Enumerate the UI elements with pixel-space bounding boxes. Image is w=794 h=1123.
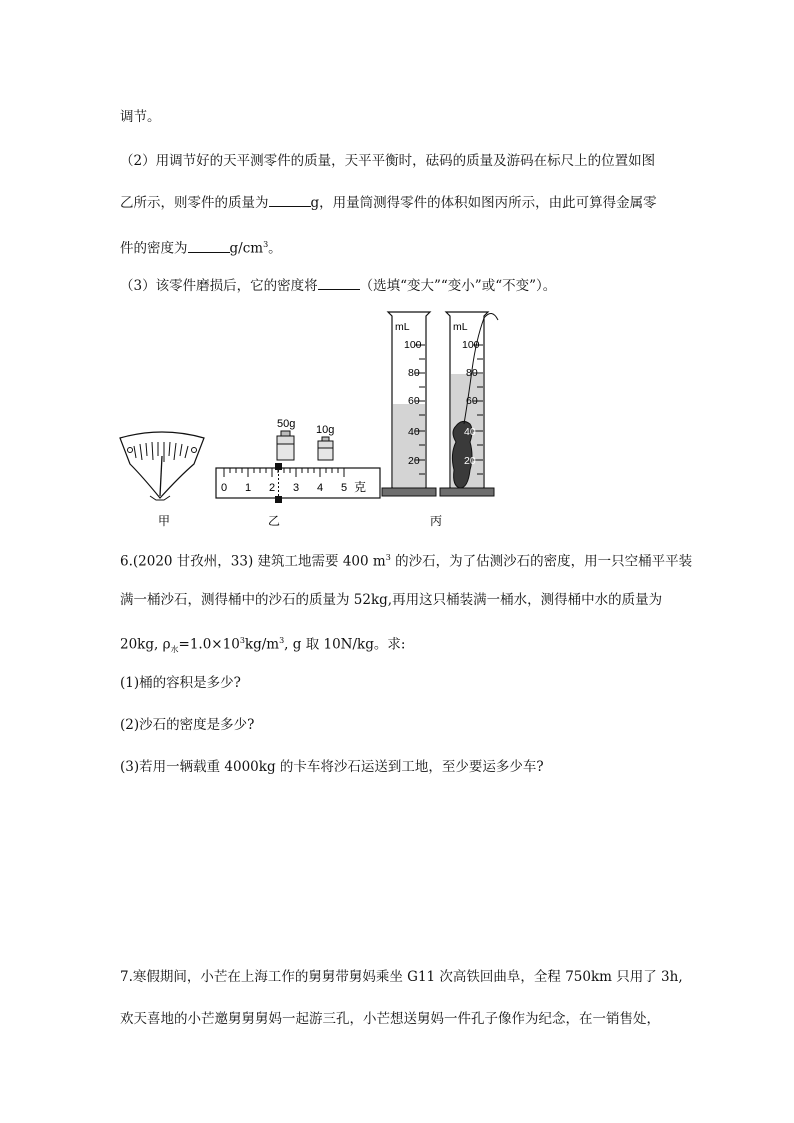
cyl1-unit: mL bbox=[395, 321, 410, 333]
cyl2-mark-20: 20 bbox=[464, 455, 476, 467]
cyl1-mark-20: 20 bbox=[408, 455, 420, 467]
density-change-blank[interactable] bbox=[318, 277, 360, 290]
weight-50g-label: 50g bbox=[277, 418, 296, 430]
q2-line1: （2）用调节好的天平测零件的质量，天平平衡时，砝码的质量及游码在标尺上的位置如图 bbox=[120, 153, 656, 169]
q2-line3-unit: g/cm bbox=[229, 240, 264, 257]
ruler-tick-5: 5 bbox=[341, 482, 348, 494]
label-yi: 乙 bbox=[268, 514, 281, 528]
q2-line3-end: 。 bbox=[268, 240, 282, 257]
cyl1-mark-80: 80 bbox=[408, 367, 420, 379]
cyl1-mark-60: 60 bbox=[408, 395, 420, 407]
cyl2-mark-40: 40 bbox=[464, 426, 476, 438]
density-answer-blank[interactable] bbox=[188, 240, 230, 253]
q6-line1-c: 的沙石，为了估测沙石的密度，用一只空桶平平装 bbox=[390, 553, 693, 570]
balance-dial-icon bbox=[120, 432, 204, 500]
graduated-cylinder-with-part bbox=[440, 312, 498, 496]
q6-sub1: (1)桶的容积是多少? bbox=[120, 675, 241, 691]
q7-line1: 7.寒假期间，小芒在上海工作的舅舅带舅妈乘坐 G11 次高铁回曲阜，全程 750km 只用了 3h, bbox=[120, 969, 683, 985]
label-bing: 丙 bbox=[430, 514, 443, 528]
ruler-unit: 克 bbox=[354, 480, 367, 494]
q6-line3-exp1: 3 bbox=[239, 636, 245, 645]
q6-sub2: (2)沙石的密度是多少? bbox=[120, 717, 255, 733]
q6-line3-sub: 水 bbox=[170, 645, 179, 655]
ruler-tick-1: 1 bbox=[245, 482, 252, 494]
paragraph-start: 调节。 bbox=[120, 109, 161, 125]
q2-line2-text-b: g，用量筒测得零件的体积如图丙所示，由此可算得金属零 bbox=[310, 195, 657, 211]
q6-line3-g: , g 取 10N/kg。求: bbox=[284, 636, 406, 653]
q6-line2: 满一桶沙石，测得桶中的沙石的质量为 52kg,再用这只桶装满一桶水，测得桶中水的质量为 bbox=[120, 592, 663, 608]
q6-line3-e: kg/m bbox=[244, 636, 280, 653]
q6-line1-a: 6.(2020 甘孜州，33) 建筑工地需要 400 m bbox=[120, 553, 386, 570]
cyl1-mark-100: 100 bbox=[404, 339, 422, 351]
q6-line3-exp2: 3 bbox=[279, 636, 285, 645]
ruler-tick-4: 4 bbox=[317, 482, 324, 494]
q2-line3-text-a: 件的密度为 bbox=[120, 240, 188, 257]
label-jia: 甲 bbox=[158, 514, 171, 528]
mass-answer-blank[interactable] bbox=[269, 194, 311, 207]
cyl2-mark-60: 60 bbox=[466, 395, 478, 407]
graduated-cylinder-water bbox=[382, 312, 436, 496]
q6-line1-exp: 3 bbox=[385, 553, 391, 562]
q6-sub3: (3)若用一辆载重 4000kg 的卡车将沙石运送到工地，至少要运多少车? bbox=[120, 759, 544, 775]
q2-line3 bbox=[120, 236, 282, 258]
q6-line3 bbox=[120, 632, 405, 659]
rider-marker-bottom bbox=[275, 496, 282, 503]
cyl2-mark-100: 100 bbox=[462, 339, 480, 351]
ruler-tick-0: 0 bbox=[221, 482, 228, 494]
q7-line2: 欢天喜地的小芒邀舅舅舅妈一起游三孔，小芒想送舅妈一件孔子像作为纪念，在一销售处， bbox=[120, 1011, 660, 1027]
balance-ruler bbox=[216, 463, 380, 503]
weight-10g-icon bbox=[318, 437, 333, 460]
q3-text-a: （3）该零件磨损后，它的密度将 bbox=[120, 278, 318, 294]
q3-line bbox=[120, 277, 556, 295]
ruler-tick-2: 2 bbox=[269, 482, 276, 494]
q6-line3-a: 20kg, ρ bbox=[120, 636, 171, 653]
q6-line3-c: =1.0×10 bbox=[178, 636, 240, 653]
cyl2-unit: mL bbox=[453, 321, 468, 333]
q2-line2 bbox=[120, 194, 657, 212]
q3-text-b: （选填“变大”“变小”或“不变”）。 bbox=[359, 278, 557, 294]
q2-line2-text-a: 乙所示，则零件的质量为 bbox=[120, 195, 269, 211]
experiment-figure bbox=[112, 300, 512, 532]
q2-line3-exponent: 3 bbox=[263, 240, 269, 249]
q6-line1 bbox=[120, 549, 692, 571]
cyl2-mark-80: 80 bbox=[466, 367, 478, 379]
rider-marker-top bbox=[275, 463, 282, 470]
ruler-tick-3: 3 bbox=[293, 482, 300, 494]
cyl1-mark-40: 40 bbox=[408, 426, 420, 438]
weight-10g-label: 10g bbox=[316, 424, 335, 436]
weight-50g-icon bbox=[277, 431, 294, 460]
